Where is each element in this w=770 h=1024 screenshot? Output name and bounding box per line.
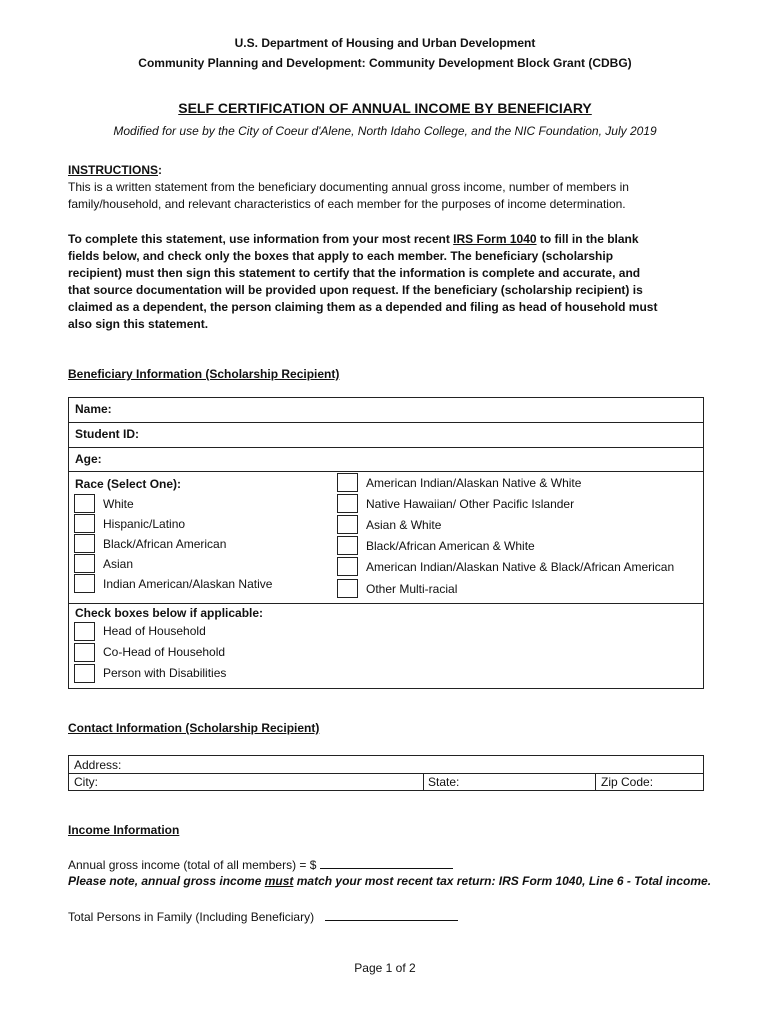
race-option: Indian American/Alaskan Native: [103, 577, 273, 591]
beneficiary-table: [68, 397, 704, 689]
race-black-checkbox[interactable]: [74, 534, 95, 553]
state-label: State:: [428, 775, 460, 789]
race-label: Race (Select One):: [75, 477, 182, 491]
head-of-household-checkbox[interactable]: [74, 622, 95, 641]
race-option: Asian: [103, 557, 134, 571]
check-option: Person with Disabilities: [103, 666, 227, 680]
zip-label: Zip Code:: [601, 775, 654, 789]
name-row[interactable]: [69, 398, 703, 423]
instructions-heading: INSTRUCTIONS: [68, 163, 158, 177]
race-multiracial-checkbox[interactable]: [337, 579, 358, 598]
applicable-section: [69, 604, 703, 688]
race-option: American Indian/Alaskan Native & White: [366, 476, 582, 490]
income-note: Please note, annual gross income must match your most recent tax return: IRS Form 1040, Line 6 - Total income.: [68, 874, 712, 888]
income-note-emphasis: must: [264, 874, 294, 888]
city-field[interactable]: [69, 773, 423, 790]
race-option: Black/African American & White: [366, 539, 535, 553]
race-white-checkbox[interactable]: [74, 494, 95, 513]
form-subtitle: Modified for use by the City of Coeur d'Alene, North Idaho College, and the NIC Foundation, July 2019: [113, 124, 657, 138]
total-persons-field[interactable]: [325, 908, 458, 921]
instructions-para1-line1: This is a written statement from the beneficiary documenting annual gross income, number of members in: [68, 180, 629, 194]
race-option: American Indian/Alaskan Native & Black/African American: [366, 560, 675, 574]
instructions-para2: To complete this statement, use information from your most recent IRS Form 1040 to fill in the blank fields below, and check only the boxes that apply to each member. The beneficiary (scholarship recipient) must then sign this statement to certify that the information is complete and accurate, and that source documentation will be provided upon request. If the beneficiary (scholarship recipient) is claimed as a dependent, the person claiming them as a depended and filing as head of household must also sign this statement.: [68, 232, 658, 331]
form-title: SELF CERTIFICATION OF ANNUAL INCOME BY BENEFICIARY: [178, 100, 592, 116]
co-head-checkbox[interactable]: [74, 643, 95, 662]
race-asian-white-checkbox[interactable]: [337, 515, 358, 534]
address-label: Address:: [74, 758, 122, 772]
address-field[interactable]: [69, 756, 703, 773]
irs-form-link: IRS Form 1040: [453, 232, 537, 246]
name-label: Name:: [75, 402, 112, 416]
income-heading: Income Information: [68, 823, 180, 837]
beneficiary-heading: Beneficiary Information (Scholarship Recipient): [68, 367, 340, 381]
age-row[interactable]: [69, 448, 703, 472]
check-label: Check boxes below if applicable:: [75, 606, 264, 620]
race-section: [69, 472, 703, 604]
student-id-row[interactable]: [69, 423, 703, 448]
total-persons-label: Total Persons in Family (Including Beneficiary): [68, 910, 315, 924]
annual-income-field[interactable]: [320, 856, 453, 869]
race-option: Asian & White: [366, 518, 442, 532]
page-number: Page 1 of 2: [354, 961, 416, 975]
state-field[interactable]: [423, 773, 595, 790]
race-asian-checkbox[interactable]: [74, 554, 95, 573]
annual-income-row: [68, 856, 453, 872]
contact-heading: Contact Information (Scholarship Recipient): [68, 721, 320, 735]
zip-field[interactable]: [595, 773, 703, 790]
race-ai-black-checkbox[interactable]: [337, 557, 358, 576]
race-hispanic-checkbox[interactable]: [74, 514, 95, 533]
race-ai-white-checkbox[interactable]: [337, 473, 358, 492]
race-option: Hispanic/Latino: [103, 517, 186, 531]
race-option: Black/African American: [103, 537, 227, 551]
race-option: Other Multi-racial: [366, 582, 458, 596]
instructions-para1-line2: family/household, and relevant characteristics of each member for the purposes of income determination.: [68, 197, 626, 211]
check-option: Head of Household: [103, 624, 206, 638]
race-indian-checkbox[interactable]: [74, 574, 95, 593]
check-option: Co-Head of Household: [103, 645, 226, 659]
race-hawaiian-checkbox[interactable]: [337, 494, 358, 513]
instructions: INSTRUCTIONS: This is a written statement from the beneficiary documenting annual gross income, number of members in family/household, and relevant characteristics of each member for the purposes of income determination.: [68, 162, 708, 213]
agency-name: U.S. Department of Housing and Urban Development: [234, 36, 536, 50]
annual-income-label: Annual gross income (total of all members) = $: [68, 858, 317, 872]
program-name: Community Planning and Development: Community Development Block Grant (CDBG): [138, 56, 632, 70]
age-label: Age:: [75, 452, 102, 466]
race-black-white-checkbox[interactable]: [337, 536, 358, 555]
contact-table: [68, 755, 704, 791]
race-option: Native Hawaiian/ Other Pacific Islander: [366, 497, 575, 511]
student-id-label: Student ID:: [75, 427, 139, 441]
total-persons-row: [68, 908, 458, 924]
city-label: City:: [74, 775, 98, 789]
disabilities-checkbox[interactable]: [74, 664, 95, 683]
race-option: White: [103, 497, 134, 511]
